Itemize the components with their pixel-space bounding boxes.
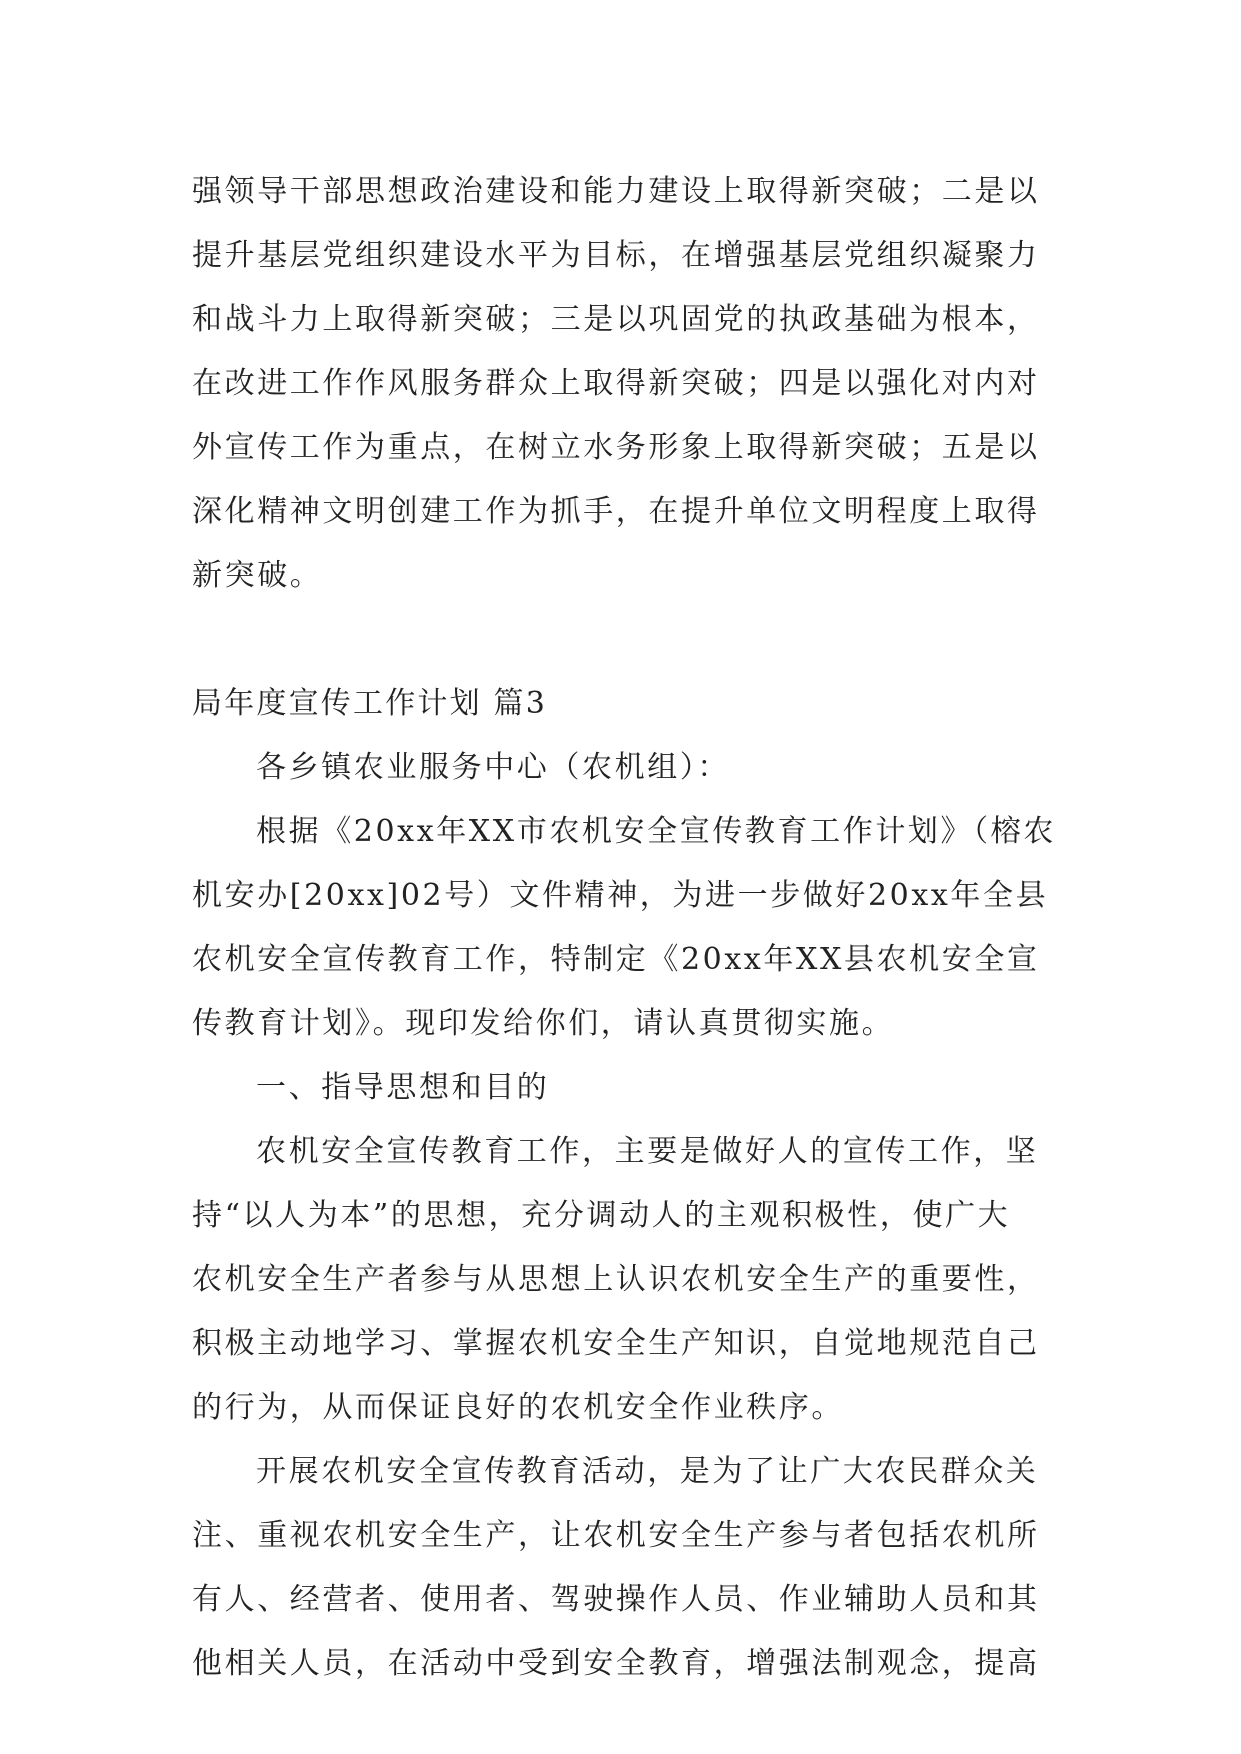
paragraph-line: 持“以人为本”的思想，充分调动人的主观积极性，使广大 xyxy=(192,1198,1011,1233)
subheading: 一、指导思想和目的 xyxy=(256,1070,550,1105)
paragraph-line: 外宣传工作为重点，在树立水务形象上取得新突破；五是以 xyxy=(192,430,1040,465)
document-page xyxy=(192,160,1072,1696)
paragraph-line: 传教育计划》。现印发给你们，请认真贯彻实施。 xyxy=(192,1006,895,1041)
paragraph-line: 深化精神文明创建工作为抓手，在提升单位文明程度上取得 xyxy=(192,494,1040,529)
paragraph-line: 开展农机安全宣传教育活动，是为了让广大农民群众关 xyxy=(256,1454,1039,1489)
section-title: 局年度宣传工作计划 篇3 xyxy=(192,686,548,721)
salutation: 各乡镇农业服务中心（农机组）： xyxy=(256,750,730,785)
paragraph-line: 积极主动地学习、掌握农机安全生产知识，自觉地规范自己 xyxy=(192,1326,1040,1361)
paragraph-line: 新突破。 xyxy=(192,558,323,593)
paragraph-line: 农机安全宣传教育工作，主要是做好人的宣传工作，坚 xyxy=(256,1134,1039,1169)
paragraph-basis xyxy=(192,800,1072,1056)
paragraph-line: 注、重视农机安全生产，让农机安全生产参与者包括农机所 xyxy=(192,1518,1040,1553)
paragraph-line: 根据《20xx年XX市农机安全宣传教育工作计划》（榕农 xyxy=(256,814,1056,849)
paragraph-line: 和战斗力上取得新突破；三是以巩固党的执政基础为根本， xyxy=(192,302,1040,337)
paragraph-line: 农机安全生产者参与从思想上认识农机安全生产的重要性， xyxy=(192,1262,1040,1297)
paragraph-activities xyxy=(192,1440,1072,1696)
paragraph-line: 农机安全宣传教育工作，特制定《20xx年XX县农机安全宣 xyxy=(192,942,1040,977)
paragraph-line: 在改进工作作风服务群众上取得新突破；四是以强化对内对 xyxy=(192,366,1040,401)
intro-paragraph xyxy=(192,160,1072,608)
paragraph-line: 机安办[20xx]02号）文件精神，为进一步做好20xx年全县 xyxy=(192,878,1049,913)
paragraph-guiding xyxy=(192,1120,1072,1440)
paragraph-line: 他相关人员，在活动中受到安全教育，增强法制观念，提高 xyxy=(192,1646,1040,1681)
paragraph-line: 强领导干部思想政治建设和能力建设上取得新突破；二是以 xyxy=(192,174,1040,209)
paragraph-line: 提升基层党组织建设水平为目标，在增强基层党组织凝聚力 xyxy=(192,238,1040,273)
paragraph-line: 的行为，从而保证良好的农机安全作业秩序。 xyxy=(192,1390,844,1425)
paragraph-line: 有人、经营者、使用者、驾驶操作人员、作业辅助人员和其 xyxy=(192,1582,1040,1617)
